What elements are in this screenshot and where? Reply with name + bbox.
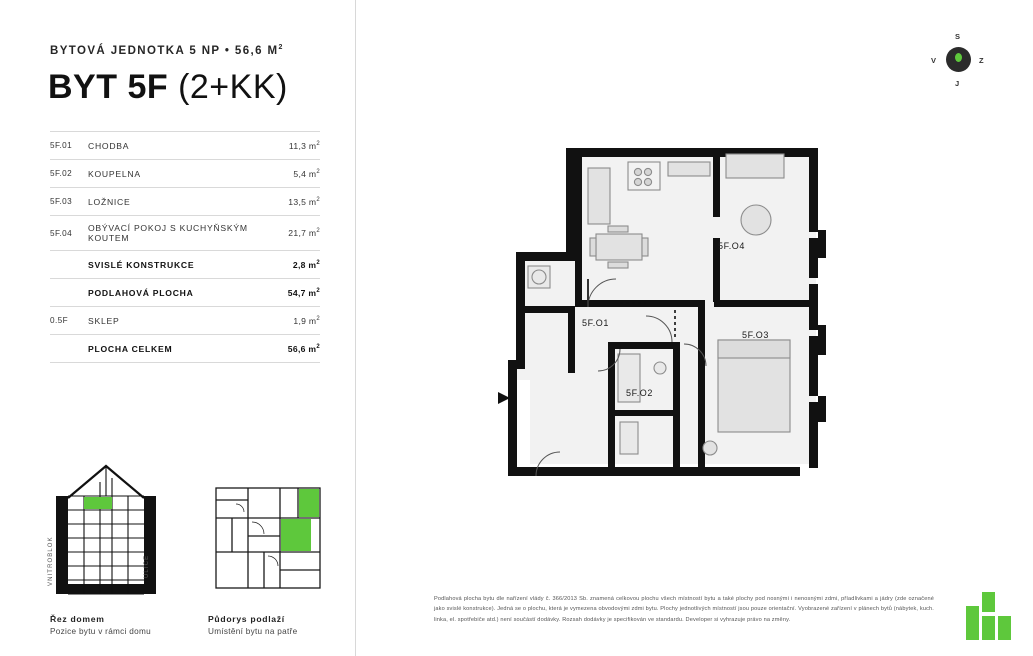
room-code: 0.5F bbox=[50, 307, 88, 335]
room-area: 21,7 $m^2$ bbox=[266, 216, 320, 251]
room-name: SKLEP bbox=[88, 307, 266, 335]
floor-layout-diagram bbox=[208, 478, 332, 600]
section-label-right: ULICE bbox=[144, 554, 150, 578]
room-area: 54,7 $m^2$ bbox=[266, 279, 320, 307]
table-row bbox=[50, 279, 320, 307]
room-label-5f04: 5F.O4 bbox=[718, 241, 746, 251]
section-caption-title: Řez domem bbox=[50, 614, 105, 624]
room-code: 5F.03 bbox=[50, 188, 88, 216]
page-title bbox=[48, 68, 288, 107]
compass-north-label: S bbox=[955, 32, 961, 41]
apartment-floorplan-svg bbox=[470, 110, 870, 500]
section-caption-subtitle: Pozice bytu v rámci domu bbox=[50, 627, 151, 636]
building-section-diagram bbox=[50, 452, 162, 600]
subtitle-text: BYTOVÁ JEDNOTKA 5 NP • 56,6 M bbox=[50, 44, 279, 57]
room-code: 5F.04 bbox=[50, 216, 88, 251]
room-name: KOUPELNA bbox=[88, 160, 266, 188]
legal-disclaimer: Podlahová plocha bytu dle nařízení vlády č. 366/2013 Sb. znamená celkovou plochu všech místností bytu a také plochy pod nosnými i nenosnými zdmi, příadlivkami a jádry (zde označené jako svislé konstrukce). Jedná se o plochu, která je vymezena obvodovými zdmi bytu. Plochy jednotlivých místností jsou pouze orientační. Vyobrazené zařízení v plánech bytů (nábytek, kuch. linka, el. spotřebiče atd.) není součástí dodávky. Rozsah dodávky je specifikován ve standardu. Developer si vyhrazuje právo na změny. bbox=[434, 596, 934, 623]
highlighted-unit-secondary bbox=[299, 489, 319, 517]
floor-caption-subtitle: Umístění bytu na patře bbox=[208, 627, 298, 636]
room-name: PODLAHOVÁ PLOCHA bbox=[88, 279, 266, 307]
room-area: 1,9 $m^2$ bbox=[266, 307, 320, 335]
info-panel bbox=[0, 0, 356, 656]
compass-west-label: V bbox=[931, 56, 937, 65]
room-name: CHODBA bbox=[88, 132, 266, 160]
illustrations-block bbox=[50, 452, 322, 642]
table-row bbox=[50, 307, 320, 335]
brand-logo bbox=[966, 592, 1014, 640]
apartment-floorplan bbox=[470, 110, 870, 500]
room-area: 11,3 $m^2$ bbox=[266, 132, 320, 160]
table-row bbox=[50, 335, 320, 363]
room-name: PLOCHA CELKEM bbox=[88, 335, 266, 363]
compass-east-label: Z bbox=[979, 56, 984, 65]
room-area-table bbox=[50, 131, 320, 363]
room-label-5f01: 5F.O1 bbox=[582, 318, 610, 328]
room-area: 56,6 $m^2$ bbox=[266, 335, 320, 363]
page-title-bold: BYT 5F bbox=[48, 68, 169, 106]
page-subtitle bbox=[50, 44, 284, 57]
room-name: SVISLÉ KONSTRUKCE bbox=[88, 251, 266, 279]
floor-caption bbox=[208, 614, 358, 636]
room-area: 2,8 $m^2$ bbox=[266, 251, 320, 279]
compass-rose bbox=[929, 32, 987, 90]
brand-logo-svg bbox=[966, 592, 1014, 640]
room-area: 13,5 $m^2$ bbox=[266, 188, 320, 216]
floor-caption-title: Půdorys podlaží bbox=[208, 614, 285, 624]
section-label-left: VNITROBLOK bbox=[48, 536, 54, 586]
room-code: 5F.02 bbox=[50, 160, 88, 188]
room-label-5f02: 5F.O2 bbox=[626, 388, 654, 398]
compass-needle bbox=[955, 53, 962, 62]
page-title-light: (2+KK) bbox=[178, 68, 288, 106]
room-code bbox=[50, 251, 88, 279]
highlighted-unit bbox=[281, 519, 311, 551]
room-area-table-body bbox=[50, 132, 320, 363]
room-code bbox=[50, 335, 88, 363]
subtitle-superscript: 2 bbox=[278, 44, 284, 51]
room-code: 5F.01 bbox=[50, 132, 88, 160]
table-row bbox=[50, 216, 320, 251]
room-label-5f03: 5F.O3 bbox=[742, 330, 770, 340]
table-row bbox=[50, 251, 320, 279]
compass-south-label: J bbox=[955, 79, 960, 88]
table-row bbox=[50, 132, 320, 160]
table-row bbox=[50, 188, 320, 216]
room-name: LOŽNICE bbox=[88, 188, 266, 216]
room-area: 5,4 $m^2$ bbox=[266, 160, 320, 188]
section-caption bbox=[50, 614, 200, 636]
table-row bbox=[50, 160, 320, 188]
highlighted-unit bbox=[84, 497, 112, 509]
room-code bbox=[50, 279, 88, 307]
room-name: OBÝVACÍ POKOJ S KUCHYŇSKÝM KOUTEM bbox=[88, 216, 266, 251]
floor-layout-svg bbox=[208, 478, 332, 600]
